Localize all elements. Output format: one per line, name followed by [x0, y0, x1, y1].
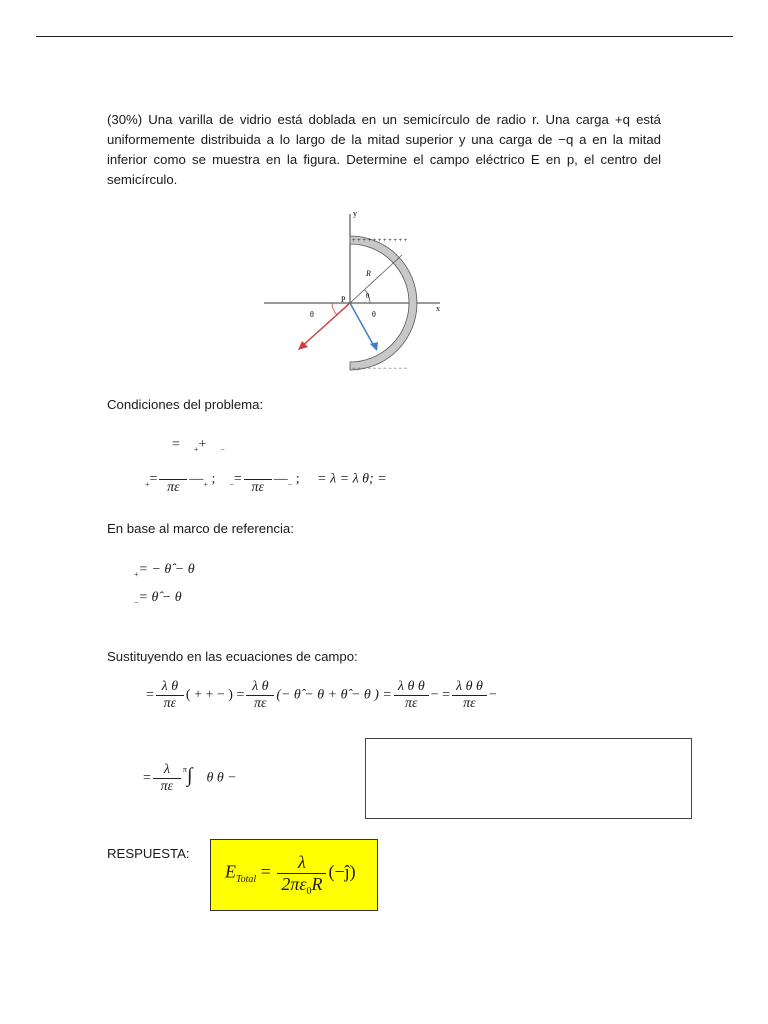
blue-arrowhead: [370, 342, 378, 351]
equation-field-components: $_+$= πε $—_+$ ; $_-$= πε $—_-$ ; = λ = λ θ; =: [145, 463, 387, 496]
radius-label: R: [366, 269, 371, 278]
problem-statement: (30%) Una varilla de vidrio está doblada en un semicírculo de radio r. Una carga +q está uniformemente distribuida a lo largo de la mitad superior y una carga de −q a en la mitad inferior como se muestra en la figura. Determine el campo eléctrico E en p, el centro del semicírculo.: [107, 112, 661, 187]
red-field-vector: [300, 303, 350, 348]
equation-unit-plus: $_+$= − θ̂ − θ: [134, 562, 195, 579]
plus-charges: + + + + + + + + + + +: [352, 238, 408, 244]
header-rule: [36, 36, 733, 37]
y-axis-label: y: [353, 209, 357, 218]
point-label: P: [341, 295, 346, 304]
equation-substitution: = $\frac{\text{λ θ}}{\pi\varepsilon}$ ( + + − ) = $\frac{\text{λ θ}}{\pi\varepsilon}$ (− θ̂ − θ + θ̂ − θ ) = $\frac{\text{λ θ θ}}{\pi\varepsilon}$ − = $\frac{\text{λ θ θ}}{\pi\varepsilon}$ −: [146, 679, 497, 711]
semicircle-figure: [262, 208, 452, 378]
answer-formula: $E_{Total}$ = $\frac{\lambda}{2\pi\varepsilon_0R}$ (−ĵ): [225, 852, 356, 897]
equation-unit-minus: $_-$= θ̂ − θ: [134, 590, 182, 607]
theta-label-red: θ: [310, 310, 314, 319]
empty-answer-box: [365, 738, 692, 819]
theta-label-top: θ: [366, 292, 370, 300]
frame-heading: En base al marco de referencia:: [107, 521, 294, 536]
answer-box: [210, 839, 378, 911]
equation-integral: = $\frac{\lambda}{\pi\varepsilon}$ $^\pi$∫ θ θ −: [143, 762, 237, 794]
answer-label: RESPUESTA:: [107, 846, 190, 861]
theta-label-blue: θ: [372, 310, 376, 319]
conditions-heading: Condiciones del problema:: [107, 397, 264, 412]
equation-sum: = $_+$+ $_-$: [172, 437, 225, 454]
substituting-heading: Sustituyendo en las ecuaciones de campo:: [107, 649, 358, 664]
radius-line: [350, 255, 402, 303]
minus-charges: − − − − − − − − − − −: [352, 366, 408, 372]
theta-arc-red: [332, 303, 337, 315]
x-axis-label: x: [436, 304, 440, 313]
